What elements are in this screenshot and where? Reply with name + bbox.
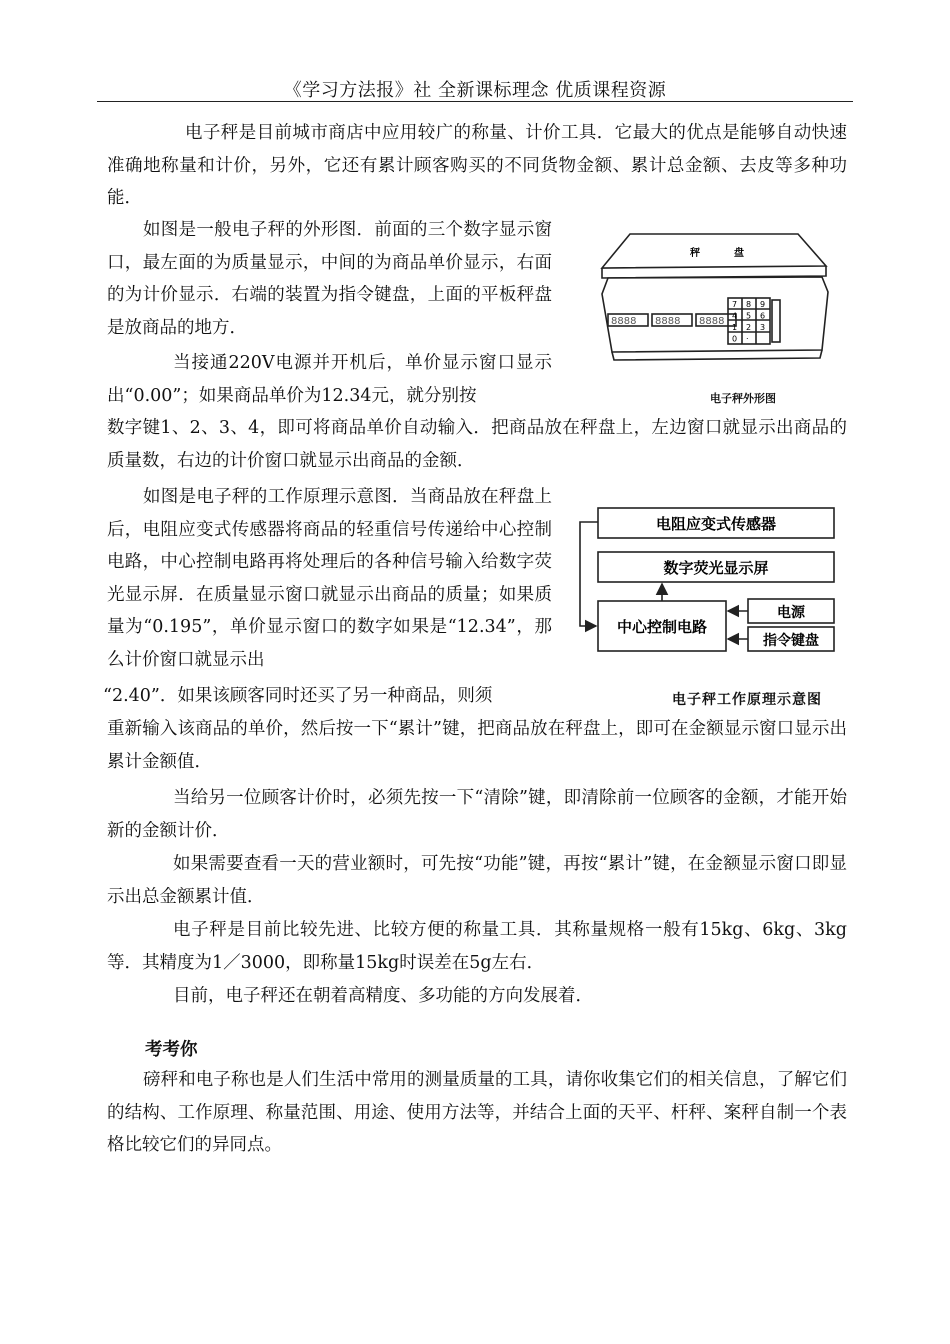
paragraph-3a: 当接通220V电源并开机后，单价显示窗口显示出“0.00”；如果商品单价为12.34元，就分别按 — [107, 353, 552, 406]
paragraph-1: 电子秤是目前城市商店中应用较广的称量、计价工具．它最大的优点是能够自动快速准确地称量和计价，另外，它还有累计顾客购买的不同货物金额、累计总金额、去皮等多种功能． — [107, 123, 847, 208]
keypad-key: 1 — [732, 323, 738, 332]
keypad-key: 9 — [760, 300, 766, 309]
keypad-key: 8 — [746, 300, 752, 309]
paragraph-4c: 重新输入该商品的单价，然后按一下“累计”键，把商品放在秤盘上，即可在金额显示窗口显示出累计金额值． — [107, 719, 847, 772]
keyboard-label: 指令键盘 — [763, 633, 819, 649]
quiz-body: 磅秤和电子称也是人们生活中常用的测量质量的工具，请你收集它们的相关信息，了解它们的结构、工作原理、称量范围、用途、使用方法等，并结合上面的天平、杆秤、案秤自制一个表格比较它们的异同点。 — [107, 1070, 847, 1155]
keypad-key: 5 — [746, 311, 752, 321]
controller-label: 中心控制电路 — [616, 618, 708, 636]
paragraph-7: 电子秤是目前比较先进、比较方便的称量工具．其称量规格一般有15kg、6kg、3kg等．其精度为1／3000，即称量15kg时误差在5g左右． — [107, 920, 847, 973]
pan-label-2: 盘 — [734, 248, 744, 259]
scale-pan — [602, 234, 826, 268]
keypad-key: · — [746, 334, 749, 344]
paragraph-4a: 如图是电子秤的工作原理示意图．当商品放在秤盘上后，电阻应变式传感器将商品的轻重信号传递给中心控制电路，中心控制电路再将处理后的各种信号输入给数字荧光显示屏．在质量显示窗口就显示出商品的质量；如果质量为“0.195”，单价显示窗口的数字如果是“12.34”，那么计价窗口就显示出 — [107, 487, 552, 670]
display-unit-price: 8888 — [655, 316, 681, 327]
principle-diagram — [568, 500, 858, 660]
paragraph-5: 当给另一位顾客计价时，必须先按一下“清除”键，即清除前一位顾客的金额，才能开始新的金额计价． — [107, 788, 847, 841]
scale-figure-caption: 电子秤外形图 — [710, 392, 776, 405]
diagram-caption: 电子秤工作原理示意图 — [672, 692, 822, 708]
paragraph-6: 如果需要查看一天的营业额时，可先按“功能”键，再按“累计”键，在金额显示窗口即显示出总金额累计值． — [107, 854, 847, 907]
keypad-key: 7 — [732, 300, 738, 309]
scale-figure — [590, 222, 840, 382]
power-label: 电源 — [777, 605, 805, 621]
keypad-key: 6 — [760, 311, 766, 321]
paragraph-2: 如图是一般电子秤的外形图．前面的三个数字显示窗口，最左面的为质量显示，中间的为商品单价显示，右面的为计价显示．右端的装置为指令键盘，上面的平板秤盘是放商品的地方． — [107, 220, 552, 338]
keypad-key: 4 — [732, 311, 738, 321]
paragraph-3b: 数字键1、2、3、4，即可将商品单价自动输入．把商品放在秤盘上，左边窗口就显示出商品的质量数，右边的计价窗口就显示出商品的金额． — [107, 418, 847, 471]
sensor-label: 电阻应变式传感器 — [655, 515, 777, 533]
display-label: 数字荧光显示屏 — [663, 559, 769, 577]
display-total: 8888 — [699, 316, 725, 327]
paragraph-8: 目前，电子秤还在朝着高精度、多功能的方向发展着． — [173, 986, 593, 1006]
page-header: 《学习方法报》社 全新课标理念 优质课程资源 — [283, 80, 667, 101]
paragraph-4b: “2.40”．如果该顾客同时还买了另一种商品，则须 — [103, 686, 493, 706]
keypad-key: 2 — [746, 323, 752, 332]
display-mass: 8888 — [611, 316, 637, 327]
quiz-title: 考考你 — [145, 1040, 198, 1060]
keypad-key: 0 — [732, 334, 738, 344]
header-rule — [97, 101, 853, 102]
keypad-key: 3 — [760, 323, 766, 332]
pan-label-1: 秤 — [690, 248, 700, 259]
